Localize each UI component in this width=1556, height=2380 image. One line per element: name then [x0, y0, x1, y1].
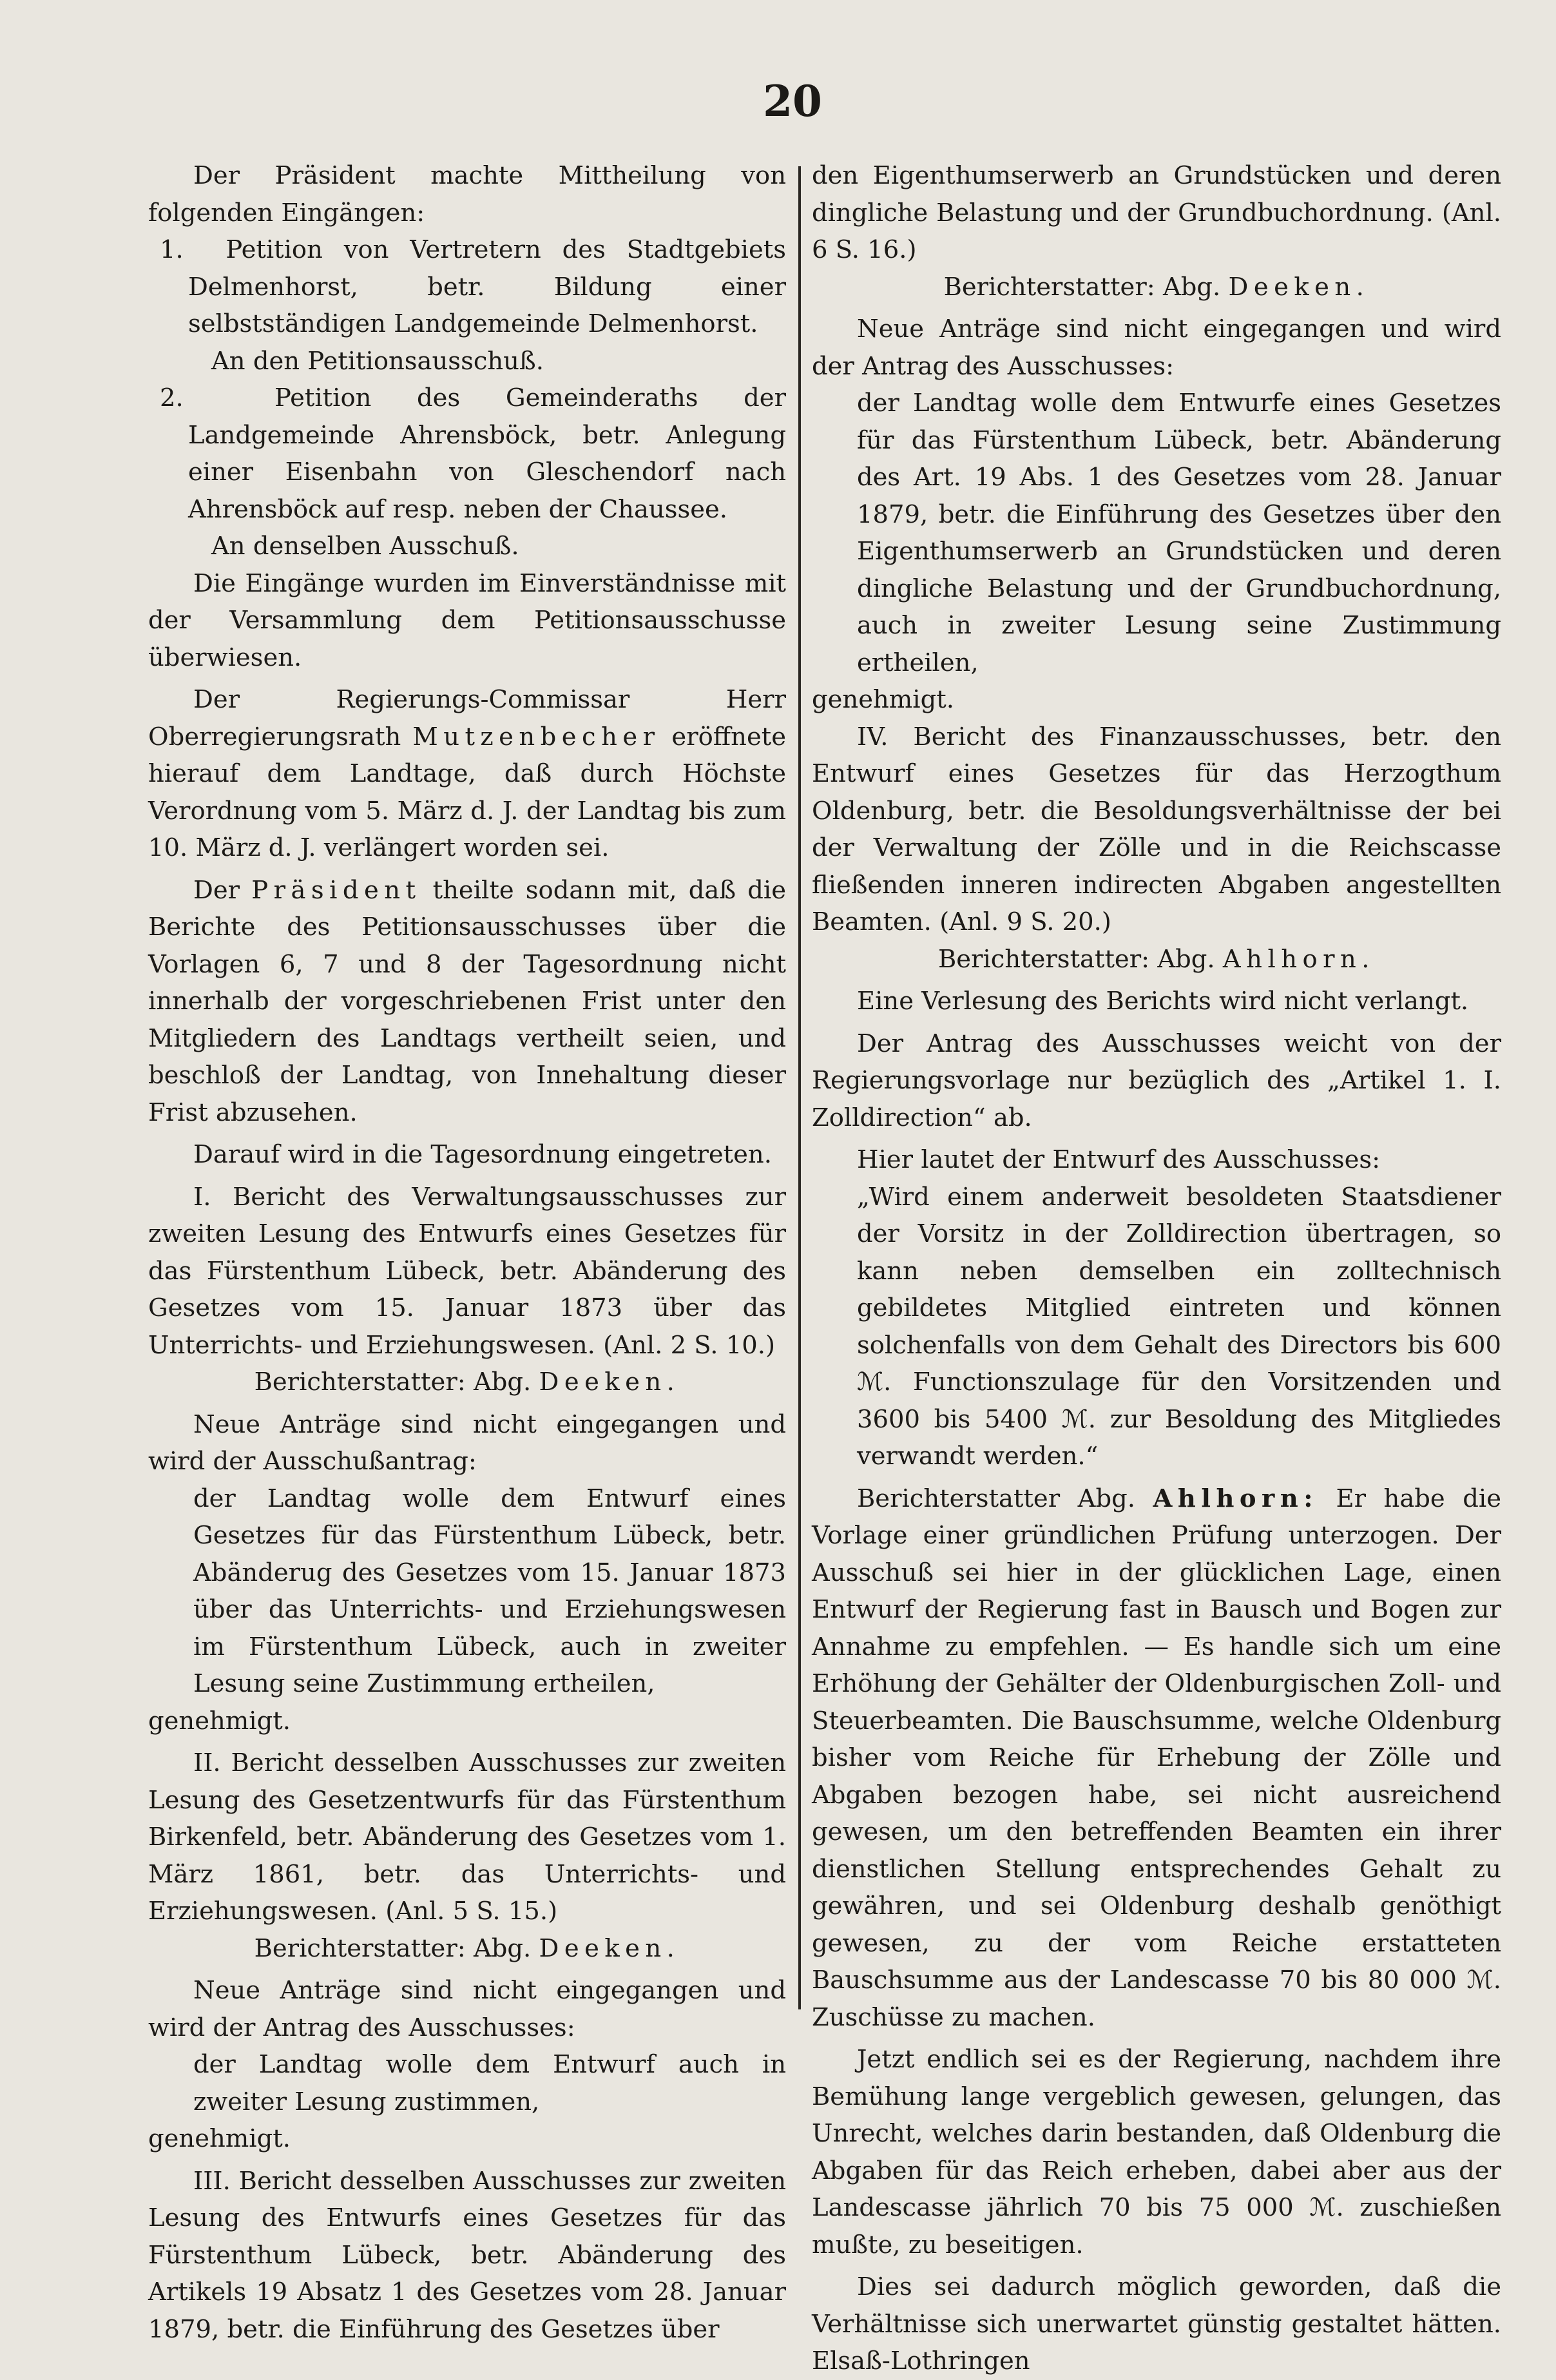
text-run: eröffnete hierauf dem Landtage, daß durch Höchste Verordnung vom 5. März d. J. der Landtag bis zum 10. März d. J. verlängert worden sei.: [148, 722, 786, 862]
section-heading: IV. Bericht des Finanzausschusses, betr. den Entwurf eines Gesetzes für das Herzogthum Oldenburg, betr. die Besoldungsverhältnisse der bei der Verwaltung der Zölle und in die Reichscasse fließenden inneren indirecten Abgaben angestellten Beamten. (Anl. 9 S. 20.): [812, 722, 1501, 936]
reporter-line: [148, 1930, 786, 1968]
paragraph: Neue Anträge sind nicht eingegangen und wird der Antrag des Ausschusses:: [148, 1976, 786, 2042]
section-heading: III. Bericht desselben Ausschusses zur zweiten Lesung des Entwurfs eines Gesetzes für das Fürstenthum Lübeck, betr. Abänderung des Artikels 19 Absatz 1 des Gesetzes vom 28. Januar 1879, betr. die Einführung des Gesetzes über: [148, 2166, 786, 2344]
text-run: Berichterstatter: Abg.: [254, 1368, 539, 1397]
right-column: [812, 157, 1501, 2375]
text-run: Berichterstatter Abg.: [857, 1484, 1153, 1513]
list-text: Petition von Vertretern des Stadtgebiets Delmenhorst, betr. Bildung einer selbstständigen Landgemeinde Delmenhorst.: [188, 235, 786, 338]
paragraph: Darauf wird in die Tagesordnung eingetreten.: [193, 1140, 772, 1169]
result-line: genehmigt.: [148, 1706, 291, 1736]
paragraph: [148, 872, 786, 1132]
paragraph: Neue Anträge sind nicht eingegangen und wird der Ausschußantrag:: [148, 1409, 786, 1476]
referral-note: An den Petitionsausschuß.: [211, 346, 544, 376]
speech-paragraph: [812, 1480, 1501, 2037]
reporter-name: Deeken.: [1228, 272, 1370, 302]
page-number: 20: [763, 76, 822, 126]
person-name: Mutzenbecher: [412, 722, 660, 751]
list-number: 2.: [160, 383, 184, 412]
column-divider: [798, 166, 801, 2009]
speaker-name: Ahlhorn:: [1153, 1484, 1318, 1513]
text-run: theilte sodann mit, daß die Berichte des Petitionsausschusses über die Vorlagen 6, 7 und 8 der Tagesordnung nicht innerhalb der vorgeschriebenen Frist unter den Mitgliedern des Landtags vertheilt seien, und beschloß der Landtag, von Innehaltung dieser Frist abzusehen.: [148, 875, 786, 1127]
paragraph: Der Präsident machte Mittheilung von folgenden Eingängen:: [148, 161, 786, 227]
paragraph: Der Antrag des Ausschusses weicht von der Regierungsvorlage nur bezüglich des „Artikel 1. I. Zolldirection“ ab.: [812, 1029, 1501, 1132]
paragraph: Die Eingänge wurden im Einverständnisse mit der Versammlung dem Petitionsausschusse überwiesen.: [148, 568, 786, 672]
reporter-name: Ahlhorn.: [1222, 944, 1375, 974]
reporter-line: [148, 1364, 786, 1401]
text-run: Der Regierungs-Commissar Herr Oberregierungsrath: [148, 685, 786, 751]
result-line: genehmigt.: [812, 685, 954, 714]
reporter-name: Deeken.: [539, 1933, 680, 1963]
paragraph: Hier lautet der Entwurf des Ausschusses:: [857, 1145, 1381, 1174]
list-number: 1.: [160, 235, 184, 264]
reporter-line: [812, 269, 1501, 306]
left-column: [148, 157, 786, 2344]
list-text: Petition des Gemeinderaths der Landgemeinde Ahrensböck, betr. Anlegung einer Eisenbahn von Gleschendorf nach Ahrensböck auf resp. neben der Chaussee.: [188, 383, 786, 524]
list-item: [148, 380, 786, 528]
paragraph: Eine Verlesung des Berichts wird nicht verlangt.: [857, 987, 1469, 1016]
paragraph: den Eigenthumserwerb an Grundstücken und deren dingliche Belastung und der Grundbuchordnung. (Anl. 6 S. 16.): [812, 161, 1501, 264]
reporter-line: [812, 941, 1501, 978]
text-run: Er habe die Vorlage einer gründlichen Prüfung unterzogen. Der Ausschuß sei hier in der glücklichen Lage, einen Entwurf der Regierung fast in Bausch und Bogen zur Annahme zu empfehlen. — Es handle sich um eine Erhöhung der Gehälter der Oldenburgischen Zoll- und Steuerbeamten. Die Bauschsumme, welche Oldenburg bisher vom Reiche für Erhebung der Zölle und Abgaben bezogen habe, sei nicht ausreichend gewesen, um den betreffenden Beamten ein ihrer dienstlichen Stellung entsprechendes Gehalt zu gewähren, und sei Oldenburg deshalb genöthigt gewesen, zu der vom Reiche erstatteten Bauschsumme aus der Landescasse 70 bis 80 000 ℳ. Zuschüsse zu machen.: [812, 1484, 1501, 2032]
quoted-draft: „Wird einem anderweit besoldeten Staatsdiener der Vorsitz in der Zolldirection übertragen, so kann neben demselben ein zolltechnisch gebildetes Mitglied eintreten und können solchenfalls von dem Gehalt des Directors bis 600 ℳ. Functionszulage für den Vorsitzenden und 3600 bis 5400 ℳ. zur Besoldung des Mitgliedes verwandt werden.“: [857, 1182, 1501, 1471]
section-heading: I. Bericht des Verwaltungsausschusses zur zweiten Lesung des Entwurfs eines Gesetzes für das Fürstenthum Lübeck, betr. Abänderung des Gesetzes vom 15. Januar 1873 über das Unterrichts- und Erziehungswesen. (Anl. 2 S. 10.): [148, 1182, 786, 1360]
person-name: Präsident: [251, 875, 421, 905]
list-item: [148, 231, 786, 343]
text-run: Berichterstatter: Abg.: [943, 272, 1229, 302]
paragraph: Jetzt endlich sei es der Regierung, nachdem ihre Bemühung lange vergeblich gewesen, gelungen, das Unrecht, welches darin bestanden, daß Oldenburg die Abgaben für das Reich erheben, dabei aber aus der Landescasse jährlich 70 bis 75 000 ℳ. zuschießen mußte, zu beseitigen.: [812, 2045, 1501, 2259]
reporter-name: Deeken.: [539, 1368, 680, 1397]
text-run: Der: [193, 875, 252, 905]
paragraph: Dies sei dadurch möglich geworden, daß die Verhältnisse sich unerwartet günstig gestaltet hätten. Elsaß-Lothringen: [812, 2272, 1501, 2375]
motion-text: der Landtag wolle dem Entwurf auch in zweiter Lesung zustimmen,: [193, 2050, 786, 2116]
result-line: genehmigt.: [148, 2124, 291, 2153]
paragraph: [148, 681, 786, 867]
motion-text: der Landtag wolle dem Entwurfe eines Gesetzes für das Fürstenthum Lübeck, betr. Abänderung des Art. 19 Abs. 1 des Gesetzes vom 28. Januar 1879, betr. die Einführung des Gesetzes über den Eigenthumserwerb an Grundstücken und deren dingliche Belastung und der Grundbuchordnung, auch in zweiter Lesung seine Zustimmung ertheilen,: [857, 389, 1501, 677]
section-heading: II. Bericht desselben Ausschusses zur zweiten Lesung des Gesetzentwurfs für das Fürstenthum Birkenfeld, betr. Abänderung des Gesetzes vom 1. März 1861, betr. das Unterrichts- und Erziehungswesen. (Anl. 5 S. 15.): [148, 1748, 786, 1926]
paragraph: Neue Anträge sind nicht eingegangen und wird der Antrag des Ausschusses:: [812, 314, 1501, 381]
text-run: Berichterstatter: Abg.: [938, 944, 1223, 974]
motion-text: der Landtag wolle dem Entwurf eines Gesetzes für das Fürstenthum Lübeck, betr. Abänderug des Gesetzes vom 15. Januar 1873 über das Unterrichts- und Erziehungswesen im Fürstenthum Lübeck, auch in zweiter Lesung seine Zustimmung ertheilen,: [193, 1484, 786, 1698]
text-run: Berichterstatter: Abg.: [254, 1933, 539, 1963]
referral-note: An denselben Ausschuß.: [211, 532, 519, 561]
